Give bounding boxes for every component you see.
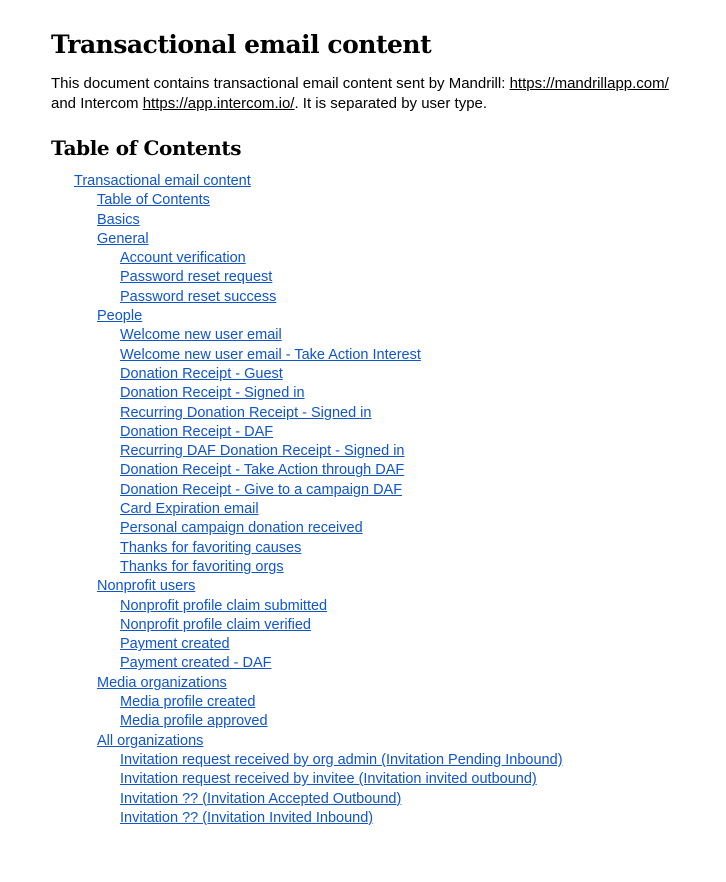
toc-link[interactable]: Media organizations bbox=[97, 674, 227, 691]
intro-text-middle: and Intercom bbox=[51, 95, 143, 112]
toc-item bbox=[51, 751, 563, 770]
intro-text-after: . It is separated by user type. bbox=[294, 95, 488, 112]
toc-item bbox=[51, 365, 563, 384]
toc-item bbox=[51, 461, 563, 480]
toc-link[interactable]: Media profile approved bbox=[120, 713, 268, 730]
toc-link[interactable]: Donation Receipt - Give to a campaign DAF bbox=[120, 481, 403, 498]
toc-link[interactable]: Payment created - DAF bbox=[120, 655, 272, 672]
toc-link[interactable]: Welcome new user email bbox=[120, 327, 282, 344]
toc-item bbox=[51, 712, 563, 731]
toc-item bbox=[51, 577, 563, 596]
toc-link[interactable]: Recurring DAF Donation Receipt - Signed in bbox=[120, 443, 405, 460]
toc-item bbox=[51, 249, 563, 268]
toc-link[interactable]: Media profile created bbox=[120, 694, 256, 711]
intro-paragraph bbox=[51, 74, 691, 114]
toc-link[interactable]: Transactional email content bbox=[74, 173, 251, 189]
toc-heading: Table of Contents bbox=[51, 136, 242, 160]
toc-link[interactable]: People bbox=[97, 308, 143, 325]
toc-item bbox=[51, 268, 563, 287]
toc-item bbox=[51, 558, 563, 577]
toc-item bbox=[51, 481, 563, 500]
toc-link[interactable]: Donation Receipt - Guest bbox=[120, 365, 283, 382]
toc-item bbox=[51, 326, 563, 345]
toc-link[interactable]: Account verification bbox=[120, 250, 246, 267]
toc-item bbox=[51, 635, 563, 654]
mandrill-link[interactable]: https://mandrillapp.com/ bbox=[509, 75, 669, 92]
toc-item bbox=[51, 172, 563, 191]
toc-item bbox=[51, 770, 563, 789]
toc-link[interactable]: Invitation ?? (Invitation Accepted Outbound) bbox=[120, 790, 402, 807]
toc-item bbox=[51, 500, 563, 519]
toc-item bbox=[51, 423, 563, 442]
toc-item bbox=[51, 307, 563, 326]
toc-link[interactable]: Password reset request bbox=[120, 269, 273, 286]
toc-link[interactable]: Password reset success bbox=[120, 288, 277, 305]
toc-link[interactable]: Payment created bbox=[120, 636, 230, 653]
toc-link[interactable]: All organizations bbox=[97, 732, 204, 749]
toc-link[interactable]: General bbox=[97, 230, 149, 247]
toc-item bbox=[51, 616, 563, 635]
toc-item bbox=[51, 346, 563, 365]
toc-item bbox=[51, 790, 563, 809]
toc-item bbox=[51, 693, 563, 712]
toc-link[interactable]: Nonprofit users bbox=[97, 578, 196, 595]
toc-link[interactable]: Donation Receipt - Take Action through DAF bbox=[120, 462, 405, 479]
toc-item bbox=[51, 519, 563, 538]
table-of-contents bbox=[51, 172, 563, 828]
toc-link[interactable]: Thanks for favoriting orgs bbox=[120, 558, 284, 575]
toc-link[interactable]: Basics bbox=[97, 211, 140, 228]
document-title: Transactional email content bbox=[51, 30, 432, 59]
toc-item bbox=[51, 442, 563, 461]
toc-link[interactable]: Table of Contents bbox=[97, 192, 210, 209]
intro-text-before: This document contains transactional email content sent by Mandrill: bbox=[51, 75, 510, 92]
toc-item bbox=[51, 404, 563, 423]
toc-link[interactable]: Donation Receipt - DAF bbox=[120, 423, 274, 440]
toc-item bbox=[51, 674, 563, 693]
toc-item bbox=[51, 654, 563, 673]
toc-link[interactable]: Nonprofit profile claim submitted bbox=[120, 597, 328, 614]
toc-link[interactable]: Recurring Donation Receipt - Signed in bbox=[120, 404, 372, 421]
toc-item bbox=[51, 597, 563, 616]
toc-link[interactable]: Invitation ?? (Invitation Invited Inbound) bbox=[120, 809, 374, 826]
toc-link[interactable]: Nonprofit profile claim verified bbox=[120, 616, 311, 633]
toc-item bbox=[51, 539, 563, 558]
toc-link[interactable]: Thanks for favoriting causes bbox=[120, 539, 302, 556]
toc-link[interactable]: Welcome new user email - Take Action Interest bbox=[120, 346, 421, 363]
toc-item bbox=[51, 732, 563, 751]
toc-item bbox=[51, 384, 563, 403]
toc-item bbox=[51, 191, 563, 210]
toc-link[interactable]: Personal campaign donation received bbox=[120, 520, 363, 537]
toc-link[interactable]: Invitation request received by org admin (Invitation Pending Inbound) bbox=[120, 751, 563, 768]
toc-item bbox=[51, 211, 563, 230]
toc-item bbox=[51, 809, 563, 828]
toc-item bbox=[51, 230, 563, 249]
toc-item bbox=[51, 288, 563, 307]
intercom-link[interactable]: https://app.intercom.io/ bbox=[142, 95, 295, 112]
toc-link[interactable]: Donation Receipt - Signed in bbox=[120, 385, 305, 402]
toc-link[interactable]: Invitation request received by invitee (Invitation invited outbound) bbox=[120, 771, 537, 788]
toc-link[interactable]: Card Expiration email bbox=[120, 501, 259, 518]
